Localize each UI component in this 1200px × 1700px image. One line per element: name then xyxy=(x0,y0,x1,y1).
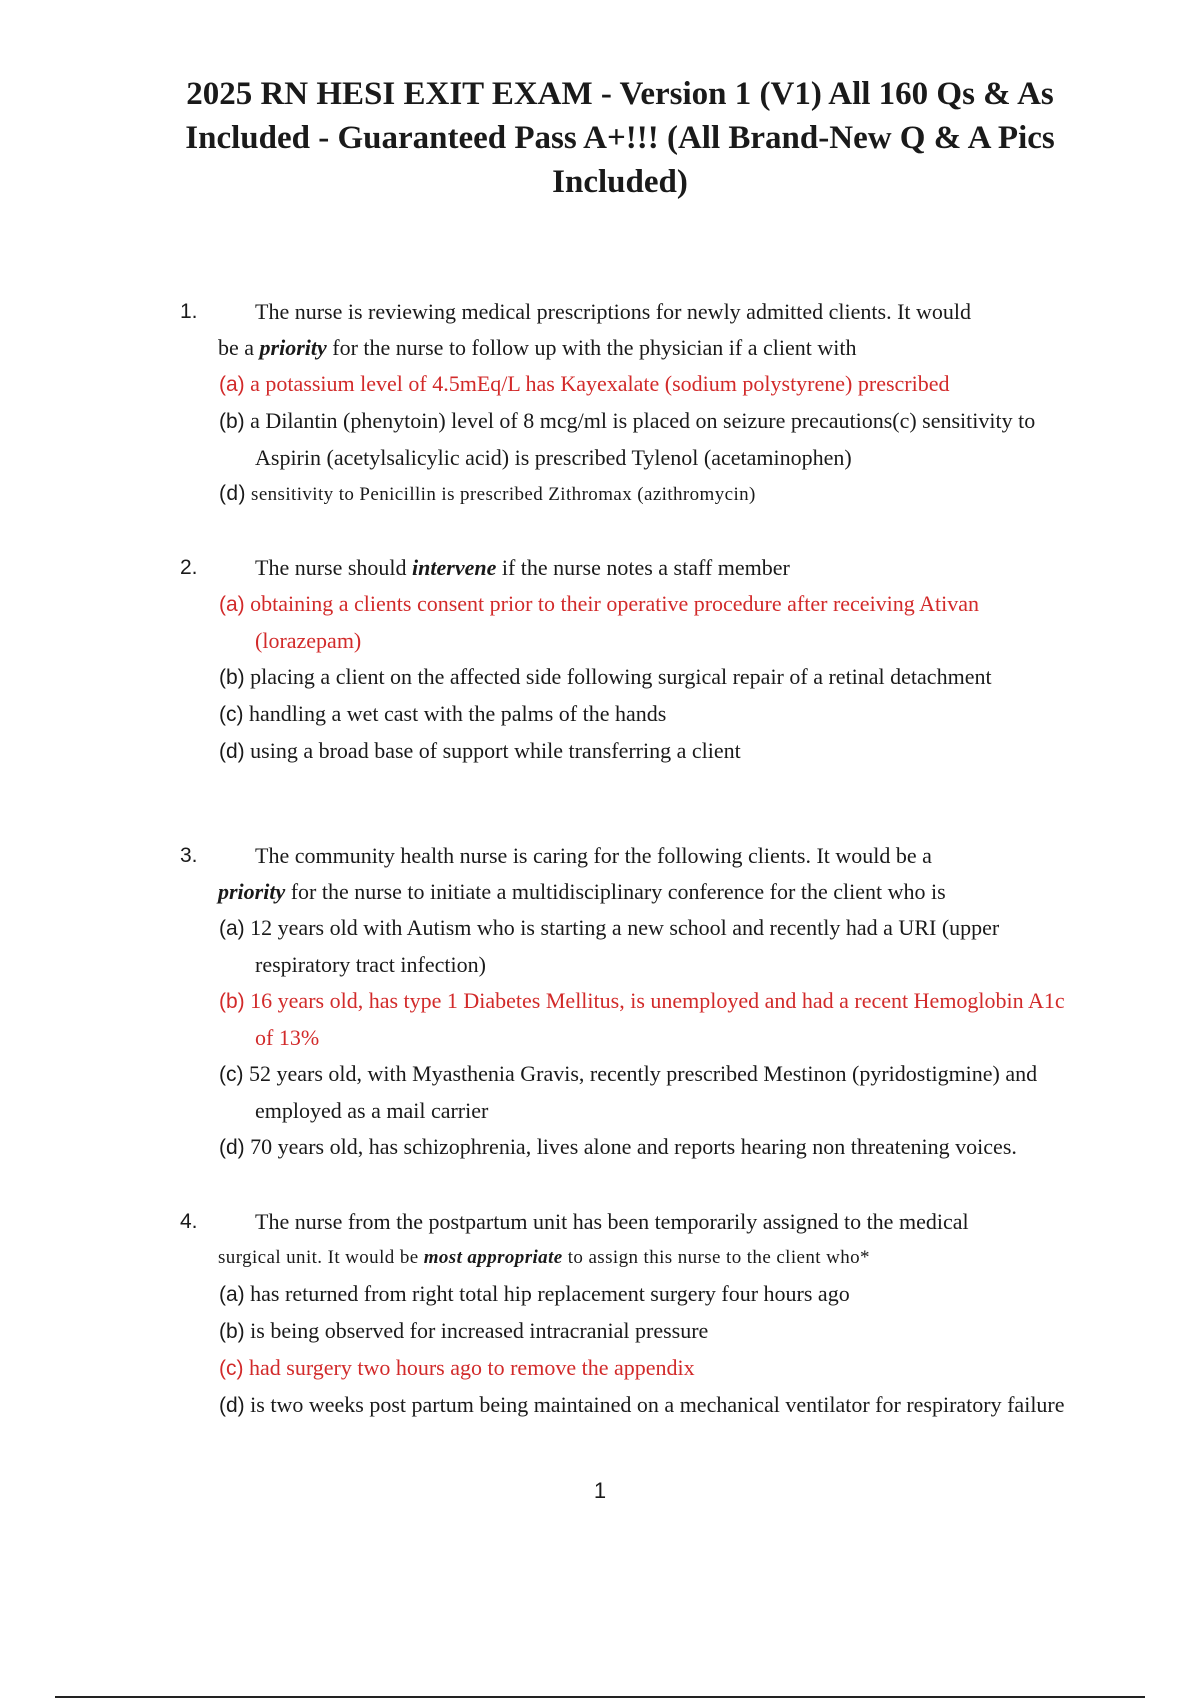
question-number: 4. xyxy=(180,1210,198,1233)
question-number: 2. xyxy=(180,556,198,579)
question-stem-line: The nurse from the postpartum unit has been temporarily assigned to the medical xyxy=(255,1209,969,1234)
question-2 xyxy=(180,550,1080,770)
answer-option-correct: (b) 16 years old, has type 1 Diabetes Mellitus, is unemployed and had a recent Hemoglobin A1c of 13% xyxy=(219,988,1065,1050)
question-3 xyxy=(180,838,1080,1166)
answer-option: (c) handling a wet cast with the palms of the hands xyxy=(219,701,667,726)
answer-option: (d) sensitivity to Penicillin is prescribed Zithromax (azithromycin) xyxy=(219,482,756,505)
footer-divider xyxy=(55,1696,1145,1698)
answer-option: (a) has returned from right total hip replacement surgery four hours ago xyxy=(219,1281,850,1306)
answer-option: (b) a Dilantin (phenytoin) level of 8 mcg/ml is placed on seizure precautions(c) sensitivity to Aspirin (acetylsalicylic acid) is prescribed Tylenol (acetaminophen) xyxy=(219,408,1036,470)
question-stem-line: The nurse is reviewing medical prescriptions for newly admitted clients. It would xyxy=(255,299,972,324)
question-1 xyxy=(180,294,1080,513)
answer-option: (c) 52 years old, with Myasthenia Gravis, recently prescribed Mestinon (pyridostigmine) and employed as a mail carrier xyxy=(219,1061,1038,1123)
emphasis-text: most appropriate xyxy=(423,1247,563,1268)
question-stem-line: The community health nurse is caring for the following clients. It would be a xyxy=(255,843,932,868)
answer-option: (a) 12 years old with Autism who is starting a new school and recently had a URI (upper respiratory tract infection) xyxy=(219,915,1000,977)
emphasis-text: intervene xyxy=(412,555,497,580)
answer-option-correct: (c) had surgery two hours ago to remove the appendix xyxy=(219,1355,695,1380)
answer-option: (d) 70 years old, has schizophrenia, lives alone and reports hearing non threatening voices. xyxy=(219,1134,1017,1159)
emphasis-text: priority xyxy=(259,335,327,360)
question-number: 3. xyxy=(180,844,198,867)
answer-option-correct: (a) a potassium level of 4.5mEq/L has Kayexalate (sodium polystyrene) prescribed xyxy=(219,371,950,396)
question-stem-line: priority for the nurse to initiate a multidisciplinary conference for the client who is xyxy=(218,879,946,904)
answer-option: (d) using a broad base of support while transferring a client xyxy=(219,738,741,763)
answer-option: (d) is two weeks post partum being maintained on a mechanical ventilator for respiratory failure xyxy=(219,1392,1065,1417)
emphasis-text: priority xyxy=(218,879,286,904)
answer-option-correct: (a) obtaining a clients consent prior to their operative procedure after receiving Ativan (lorazepam) xyxy=(219,591,979,653)
question-number: 1. xyxy=(180,300,198,323)
page-number: 1 xyxy=(593,1478,607,1503)
answer-option: (b) placing a client on the affected side following surgical repair of a retinal detachment xyxy=(219,664,992,689)
question-stem-line: The nurse should intervene if the nurse notes a staff member xyxy=(255,555,790,580)
document-title: 2025 RN HESI EXIT EXAM - Version 1 (V1) All 160 Qs & As Included - Guaranteed Pass A+!!! (All Brand-New Q & A Pics Included) xyxy=(185,76,1055,200)
question-4 xyxy=(180,1204,1080,1424)
question-stem-line: surgical unit. It would be most appropriate to assign this nurse to the client who* xyxy=(218,1247,870,1268)
answer-option: (b) is being observed for increased intracranial pressure xyxy=(219,1318,709,1343)
question-stem-line: be a priority for the nurse to follow up with the physician if a client with xyxy=(218,335,857,360)
